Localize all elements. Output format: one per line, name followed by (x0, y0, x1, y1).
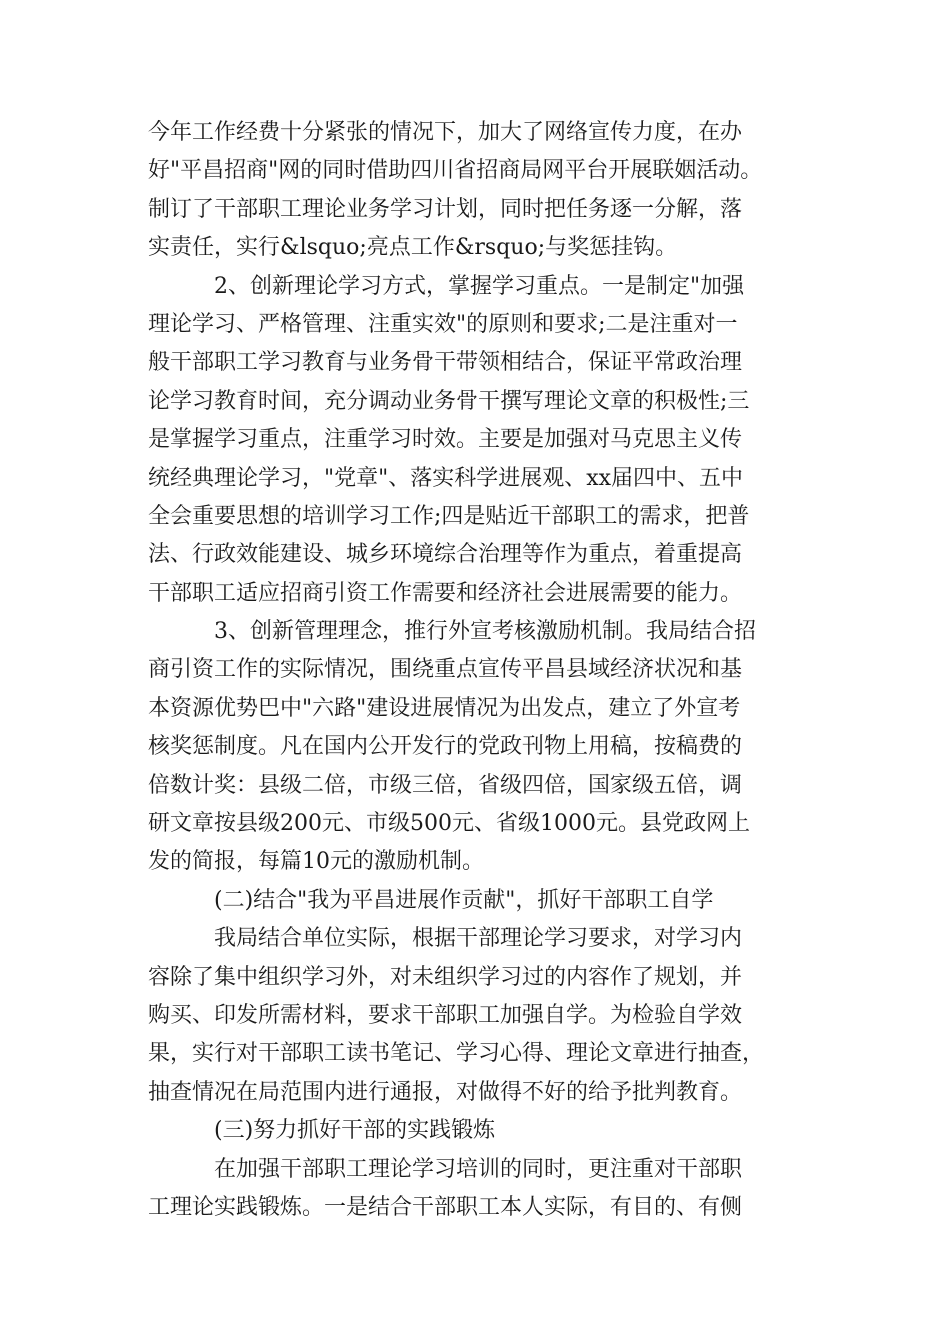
text-line: 工理论实践锻炼。一是结合干部职工本人实际，有目的、有侧 (148, 1194, 743, 1220)
text-line: 论学习教育时间，充分调动业务骨干撰写理论文章的积极性;三 (148, 388, 750, 414)
text-line: 3、创新管理理念，推行外宣考核激励机制。我局结合招 (214, 619, 756, 645)
text-line: 今年工作经费十分紧张的情况下，加大了网络宣传力度，在办 (148, 120, 743, 145)
text-line: 实责任，实行&lsquo;亮点工作&rsquo;与奖惩挂钩。 (148, 235, 678, 261)
text-line: 商引资工作的实际情况，围绕重点宣传平昌县域经济状况和基 (148, 657, 743, 683)
text-line: 统经典理论学习，"党章"、落实科学进展观、xx届四中、五中 (148, 465, 744, 491)
text-line: 果，实行对干部职工读书笔记、学习心得、理论文章进行抽查， (148, 1041, 765, 1067)
text-line: 本资源优势巴中"六路"建设进展情况为出发点，建立了外宣考 (148, 695, 741, 721)
text-line: 发的简报，每篇10元的激励机制。 (148, 849, 484, 875)
text-line: 购买、印发所需材料，要求干部职工加强自学。为检验自学效 (148, 1002, 743, 1028)
document-body (148, 114, 808, 1227)
text-line: 2、创新理论学习方式，掌握学习重点。一是制定"加强 (214, 273, 745, 299)
text-line: 理论学习、严格管理、注重实效"的原则和要求;二是注重对一 (148, 311, 738, 337)
text-line: 好"平昌招商"网的同时借助四川省招商局网平台开展联姻活动。 (148, 158, 763, 184)
text-line: 我局结合单位实际，根据干部理论学习要求，对学习内 (214, 926, 743, 952)
text-line: 容除了集中组织学习外，对未组织学习过的内容作了规划，并 (148, 964, 743, 990)
text-line: (三)努力抓好干部的实践锻炼 (214, 1118, 496, 1144)
text-line: 全会重要思想的培训学习工作;四是贴近干部职工的需求，把普 (148, 503, 750, 529)
text-line: 抽查情况在局范围内进行通报，对做得不好的给予批判教育。 (148, 1079, 743, 1105)
text-line: 在加强干部职工理论学习培训的同时，更注重对干部职 (214, 1156, 743, 1182)
text-line: 般干部职工学习教育与业务骨干带领相结合，保证平常政治理 (148, 350, 743, 376)
text-line: 制订了干部职工理论业务学习计划，同时把任务逐一分解，落 (148, 196, 743, 222)
text-line: 法、行政效能建设、城乡环境综合治理等作为重点，着重提高 (148, 542, 743, 568)
text-line: 干部职工适应招商引资工作需要和经济社会进展需要的能力。 (148, 580, 743, 606)
text-line: 核奖惩制度。凡在国内公开发行的党政刊物上用稿，按稿费的 (148, 734, 743, 760)
text-line: (二)结合"我为平昌进展作贡献"，抓好干部职工自学 (214, 887, 714, 913)
text-line: 研文章按县级200元、市级500元、省级1000元。县党政网上 (148, 811, 750, 837)
text-line: 是掌握学习重点，注重学习时效。主要是加强对马克思主义传 (148, 427, 743, 453)
text-line: 倍数计奖：县级二倍，市级三倍，省级四倍，国家级五倍，调 (148, 772, 743, 798)
